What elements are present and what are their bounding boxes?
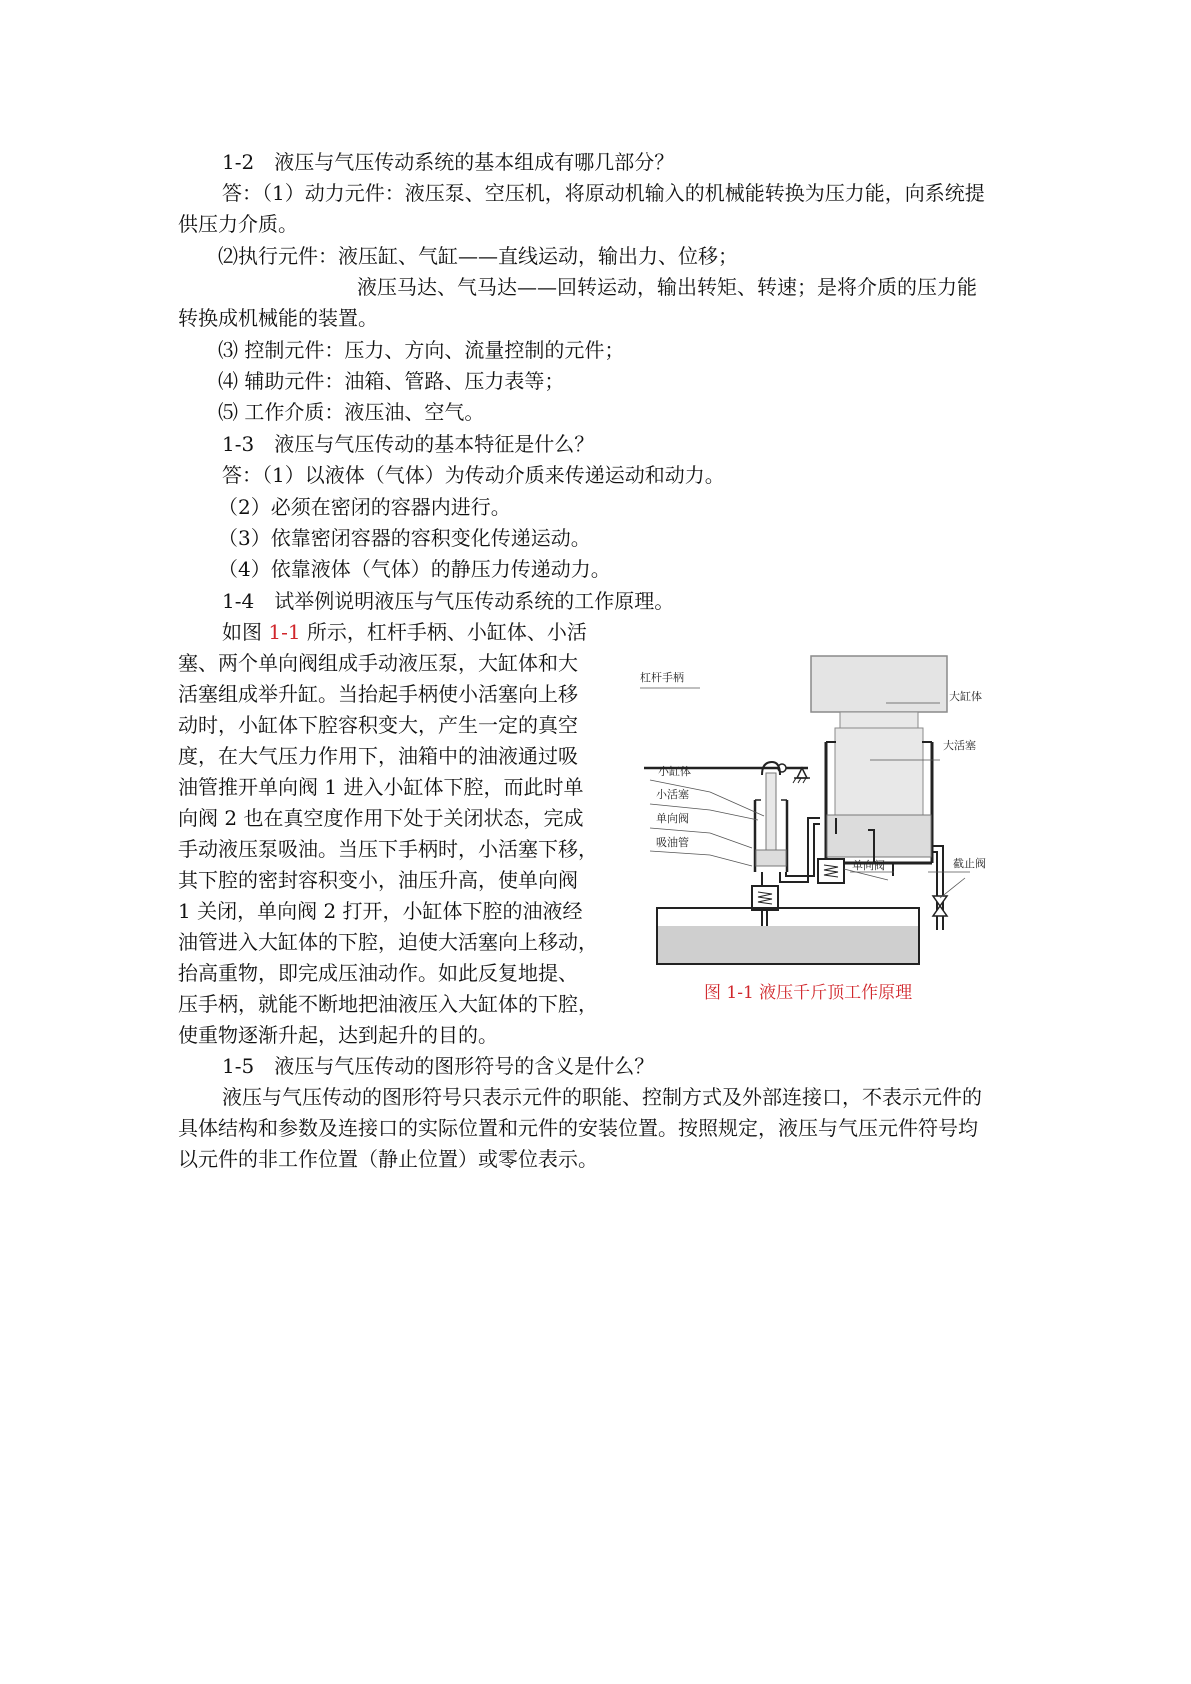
paragraph-line: 转换成机械能的装置。: [178, 306, 378, 330]
heading-1-3: 1-3 液压与气压传动的基本特征是什么？: [222, 432, 595, 456]
oil-level: [657, 926, 919, 964]
small-piston: [756, 850, 786, 866]
label-check-valve-right: 单向阀: [852, 859, 885, 872]
paragraph-line: ⑶ 控制元件：压力、方向、流量控制的元件；: [218, 338, 625, 362]
paragraph-line: 答：（1）动力元件：液压泵、空压机，将原动机输入的机械能转换为压力能，向系统提: [222, 181, 985, 205]
paragraph-line: 油管推开单向阀 1 进入小缸体下腔，而此时单: [178, 775, 584, 799]
paragraph-line: 手动液压泵吸油。当压下手柄时，小活塞下移，: [178, 837, 598, 861]
paragraph-line: 抬高重物，即完成压油动作。如此反复地提、: [178, 961, 578, 985]
big-piston-rod: [840, 712, 918, 730]
label-lever: 杠杆手柄: [640, 671, 684, 684]
paragraph-line: 1 关闭，单向阀 2 打开，小缸体下腔的油液经: [178, 899, 583, 923]
paragraph-line: 液压与气压传动的图形符号只表示元件的职能、控制方式及外部连接口，不表示元件的: [222, 1085, 982, 1109]
paragraph-line: 向阀 2 也在真空度作用下处于关闭状态，完成: [178, 806, 584, 830]
label-small-piston: 小活塞: [656, 788, 689, 801]
paragraph-line: 塞、两个单向阀组成手动液压泵，大缸体和大: [178, 651, 578, 675]
paragraph-line: 液压马达、气马达——回转运动，输出转矩、转速；是将介质的压力能: [357, 275, 977, 299]
label-check-valve-left: 单向阀: [656, 812, 689, 825]
label-small-cylinder: 小缸体: [658, 765, 691, 778]
paragraph-line: （4）依靠液体（气体）的静压力传递动力。: [218, 557, 611, 581]
big-piston: [827, 815, 931, 857]
paragraph-line: 压手柄，就能不断地把油液压入大缸体的下腔，: [178, 992, 598, 1016]
label-big-cylinder: 大缸体: [949, 690, 982, 703]
label-suction-pipe: 吸油管: [656, 836, 689, 849]
paragraph-line: 供压力介质。: [178, 212, 298, 236]
heading-1-2: 1-2 液压与气压传动系统的基本组成有哪几部分？: [222, 150, 675, 174]
paragraph-line: 油管进入大缸体的下腔，迫使大活塞向上移动，: [178, 930, 598, 954]
paragraph-line: 使重物逐渐升起，达到起升的目的。: [178, 1023, 498, 1047]
label-stop-valve: 截止阀: [953, 857, 986, 870]
paragraph-line: 答：（1）以液体（气体）为传动介质来传递运动和动力。: [222, 463, 725, 487]
return-pipe: [932, 846, 943, 930]
label-big-piston: 大活塞: [943, 739, 976, 752]
check-valve-right: [818, 859, 844, 883]
hydraulic-jack-diagram: [640, 650, 1020, 980]
paragraph-line: ⑵执行元件：液压缸、气缸——直线运动，输出力、位移；: [218, 244, 738, 268]
heading-1-5: 1-5 液压与气压传动的图形符号的含义是什么？: [222, 1054, 655, 1078]
load-block: [811, 656, 947, 712]
stop-valve-icon: [933, 896, 947, 916]
check-valve-left: [752, 886, 778, 910]
heading-1-4: 1-4 试举例说明液压与气压传动系统的工作原理。: [222, 589, 675, 613]
paragraph-line: 动时，小缸体下腔容积变大，产生一定的真空: [178, 713, 578, 737]
paragraph-line: ⑸ 工作介质：液压油、空气。: [218, 400, 485, 424]
figure-caption: 图 1-1 液压千斤顶工作原理: [704, 983, 913, 1003]
paragraph-line: （2）必须在密闭的容器内进行。: [218, 495, 511, 519]
paragraph-line: 以元件的非工作位置（静止位置）或零位表示。: [178, 1147, 598, 1171]
paragraph-line: 活塞组成举升缸。当抬起手柄使小活塞向上移: [178, 682, 578, 706]
paragraph-line: 度，在大气压力作用下，油箱中的油液通过吸: [178, 744, 578, 768]
paragraph-line: 其下腔的密封容积变小，油压升高，使单向阀: [178, 868, 578, 892]
paragraph-line: （3）依靠密闭容器的容积变化传递运动。: [218, 526, 591, 550]
small-piston-rod: [766, 773, 776, 857]
paragraph-line: ⑷ 辅助元件：油箱、管路、压力表等；: [218, 369, 565, 393]
figure-reference-link[interactable]: 1-1: [268, 620, 301, 644]
paragraph-line: 如图 1-1 所示，杠杆手柄、小缸体、小活: [222, 620, 587, 644]
paragraph-line: 具体结构和参数及连接口的实际位置和元件的安装位置。按照规定，液压与气压元件符号均: [178, 1116, 978, 1140]
